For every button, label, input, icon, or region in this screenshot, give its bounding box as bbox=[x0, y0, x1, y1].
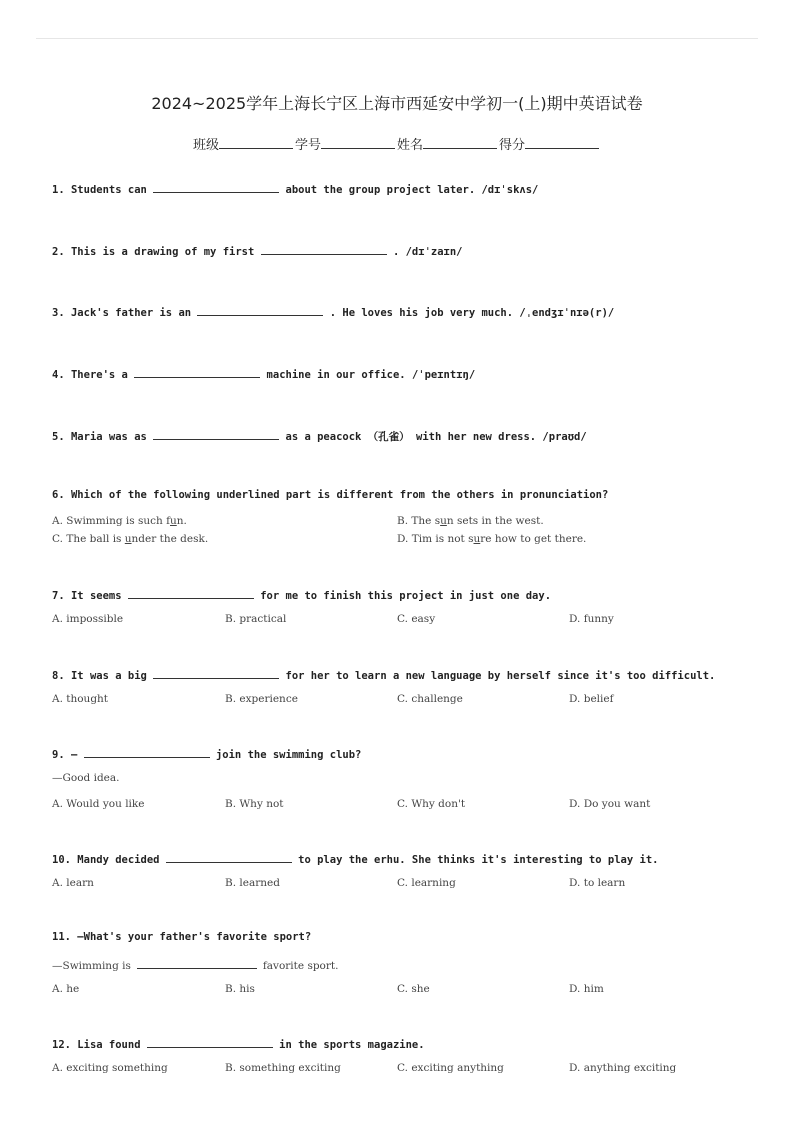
reply-text: —Swimming is bbox=[52, 960, 131, 972]
info-name-label: 姓名 bbox=[397, 138, 424, 153]
option-text: re how to get there. bbox=[480, 533, 587, 545]
option-text: n. bbox=[176, 515, 187, 527]
question-number: 2. bbox=[52, 246, 65, 258]
option-c[interactable]: C. easy bbox=[397, 613, 436, 625]
option-d[interactable]: D. Do you want bbox=[569, 798, 651, 810]
question-number: 7. bbox=[52, 590, 65, 602]
question-text: Which of the following underlined part is different from the others in pronunciation? bbox=[70, 489, 609, 501]
info-class-blank[interactable] bbox=[219, 136, 293, 149]
option-a[interactable]: A. he bbox=[52, 983, 80, 995]
question-9 bbox=[52, 746, 361, 761]
answer-blank[interactable] bbox=[153, 428, 279, 440]
option-c[interactable]: C. Why don't bbox=[397, 798, 466, 810]
page-title: 2024~2025学年上海长宁区上海市西延安中学初一(上)期中英语试卷 bbox=[151, 94, 643, 113]
option-a[interactable]: A. Would you like bbox=[52, 798, 145, 810]
underlined-letter: u bbox=[440, 515, 447, 527]
option-text: D. Tim is not s bbox=[397, 533, 474, 545]
option-c[interactable] bbox=[52, 533, 208, 545]
option-c[interactable]: C. exciting anything bbox=[397, 1062, 504, 1074]
option-d[interactable]: D. to learn bbox=[569, 877, 626, 889]
dialogue-reply bbox=[52, 957, 338, 972]
option-d[interactable]: D. funny bbox=[569, 613, 614, 625]
option-a[interactable] bbox=[52, 515, 187, 527]
option-b[interactable]: B. Why not bbox=[225, 798, 284, 810]
answer-blank[interactable] bbox=[261, 243, 387, 255]
underlined-letter: u bbox=[124, 533, 132, 545]
question-1 bbox=[52, 181, 538, 196]
question-text: —What's your father's favorite sport? bbox=[77, 931, 312, 943]
question-number: 11. bbox=[52, 931, 71, 943]
question-number: 5. bbox=[52, 431, 65, 443]
answer-blank[interactable] bbox=[197, 304, 323, 316]
question-text: — bbox=[70, 749, 78, 761]
info-score-label: 得分 bbox=[499, 138, 526, 153]
question-text: to play the erhu. She thinks it's interesting to play it. bbox=[298, 854, 659, 866]
answer-blank[interactable] bbox=[166, 851, 292, 863]
option-text: A. Swimming is such f bbox=[52, 515, 170, 527]
question-text: as a peacock （孔雀） with her new dress. /praʊd/ bbox=[285, 431, 587, 443]
question-text: . /dɪˈzaɪn/ bbox=[392, 246, 463, 258]
question-text: It seems bbox=[70, 590, 122, 602]
question-3 bbox=[52, 304, 614, 319]
question-text: Jack's father is an bbox=[70, 307, 192, 319]
option-b[interactable]: B. his bbox=[225, 983, 255, 995]
question-text: Mandy decided bbox=[77, 854, 160, 866]
option-c[interactable]: C. challenge bbox=[397, 693, 463, 705]
option-a[interactable]: A. impossible bbox=[52, 613, 124, 625]
question-number: 6. bbox=[52, 489, 65, 501]
question-8 bbox=[52, 667, 715, 682]
question-text: machine in our office. /ˈpeɪntɪŋ/ bbox=[266, 369, 476, 381]
option-text: C. The ball is bbox=[52, 533, 125, 545]
answer-blank[interactable] bbox=[134, 366, 260, 378]
question-text: about the group project later. /dɪˈskʌs/ bbox=[285, 184, 539, 196]
question-4 bbox=[52, 366, 475, 381]
question-text: It was a big bbox=[70, 670, 147, 682]
option-b[interactable]: B. experience bbox=[225, 693, 298, 705]
answer-blank[interactable] bbox=[153, 181, 279, 193]
option-text: nder the desk. bbox=[131, 533, 209, 545]
question-text: join the swimming club? bbox=[215, 749, 362, 761]
option-d[interactable]: D. anything exciting bbox=[569, 1062, 677, 1074]
question-text: . He loves his job very much. /ˌendʒɪˈnɪə(r)/ bbox=[329, 307, 615, 319]
info-name-blank[interactable] bbox=[423, 136, 497, 149]
info-id-label: 学号 bbox=[294, 138, 321, 153]
info-class-label: 班级 bbox=[192, 138, 219, 153]
option-b[interactable]: B. practical bbox=[225, 613, 287, 625]
question-number: 3. bbox=[52, 307, 65, 319]
question-number: 9. bbox=[52, 749, 65, 761]
question-number: 10. bbox=[52, 854, 71, 866]
page-top-divider bbox=[36, 38, 758, 39]
student-info-row bbox=[0, 134, 794, 153]
question-text: for me to finish this project in just one day. bbox=[260, 590, 552, 602]
question-6 bbox=[52, 489, 608, 501]
option-b[interactable] bbox=[397, 515, 544, 527]
question-text: Students can bbox=[70, 184, 147, 196]
question-text: in the sports magazine. bbox=[279, 1039, 425, 1051]
info-score-blank[interactable] bbox=[525, 136, 599, 149]
question-text: There's a bbox=[70, 369, 128, 381]
option-c[interactable]: C. learning bbox=[397, 877, 456, 889]
answer-blank[interactable] bbox=[153, 667, 279, 679]
underlined-letter: u bbox=[473, 533, 481, 545]
question-12 bbox=[52, 1036, 425, 1051]
question-number: 1. bbox=[52, 184, 65, 196]
option-a[interactable]: A. learn bbox=[52, 877, 94, 889]
question-number: 8. bbox=[52, 670, 65, 682]
option-a[interactable]: A. thought bbox=[52, 693, 109, 705]
answer-blank[interactable] bbox=[137, 957, 257, 969]
question-text: Lisa found bbox=[77, 1039, 141, 1051]
answer-blank[interactable] bbox=[84, 746, 210, 758]
option-b[interactable]: B. something exciting bbox=[225, 1062, 341, 1074]
question-text: This is a drawing of my first bbox=[70, 246, 255, 258]
option-a[interactable]: A. exciting something bbox=[52, 1062, 168, 1074]
question-11 bbox=[52, 931, 311, 943]
underlined-letter: u bbox=[170, 515, 177, 527]
question-text: Maria was as bbox=[70, 431, 147, 443]
option-c[interactable]: C. she bbox=[397, 983, 430, 995]
option-text: B. The s bbox=[397, 515, 441, 527]
question-text: for her to learn a new language by herself since it's too difficult. bbox=[285, 670, 716, 682]
question-10 bbox=[52, 851, 658, 866]
answer-blank[interactable] bbox=[147, 1036, 273, 1048]
question-number: 4. bbox=[52, 369, 65, 381]
dialogue-reply: —Good idea. bbox=[52, 772, 120, 784]
option-d[interactable]: D. belief bbox=[569, 693, 614, 705]
answer-blank[interactable] bbox=[128, 587, 254, 599]
question-number: 12. bbox=[52, 1039, 71, 1051]
option-d[interactable]: D. him bbox=[569, 983, 604, 995]
reply-text: favorite sport. bbox=[262, 960, 339, 972]
info-id-blank[interactable] bbox=[321, 136, 395, 149]
option-text: n sets in the west. bbox=[446, 515, 544, 527]
option-b[interactable]: B. learned bbox=[225, 877, 280, 889]
question-2 bbox=[52, 243, 463, 258]
option-d[interactable] bbox=[397, 533, 586, 545]
question-7 bbox=[52, 587, 551, 602]
question-5 bbox=[52, 428, 587, 444]
